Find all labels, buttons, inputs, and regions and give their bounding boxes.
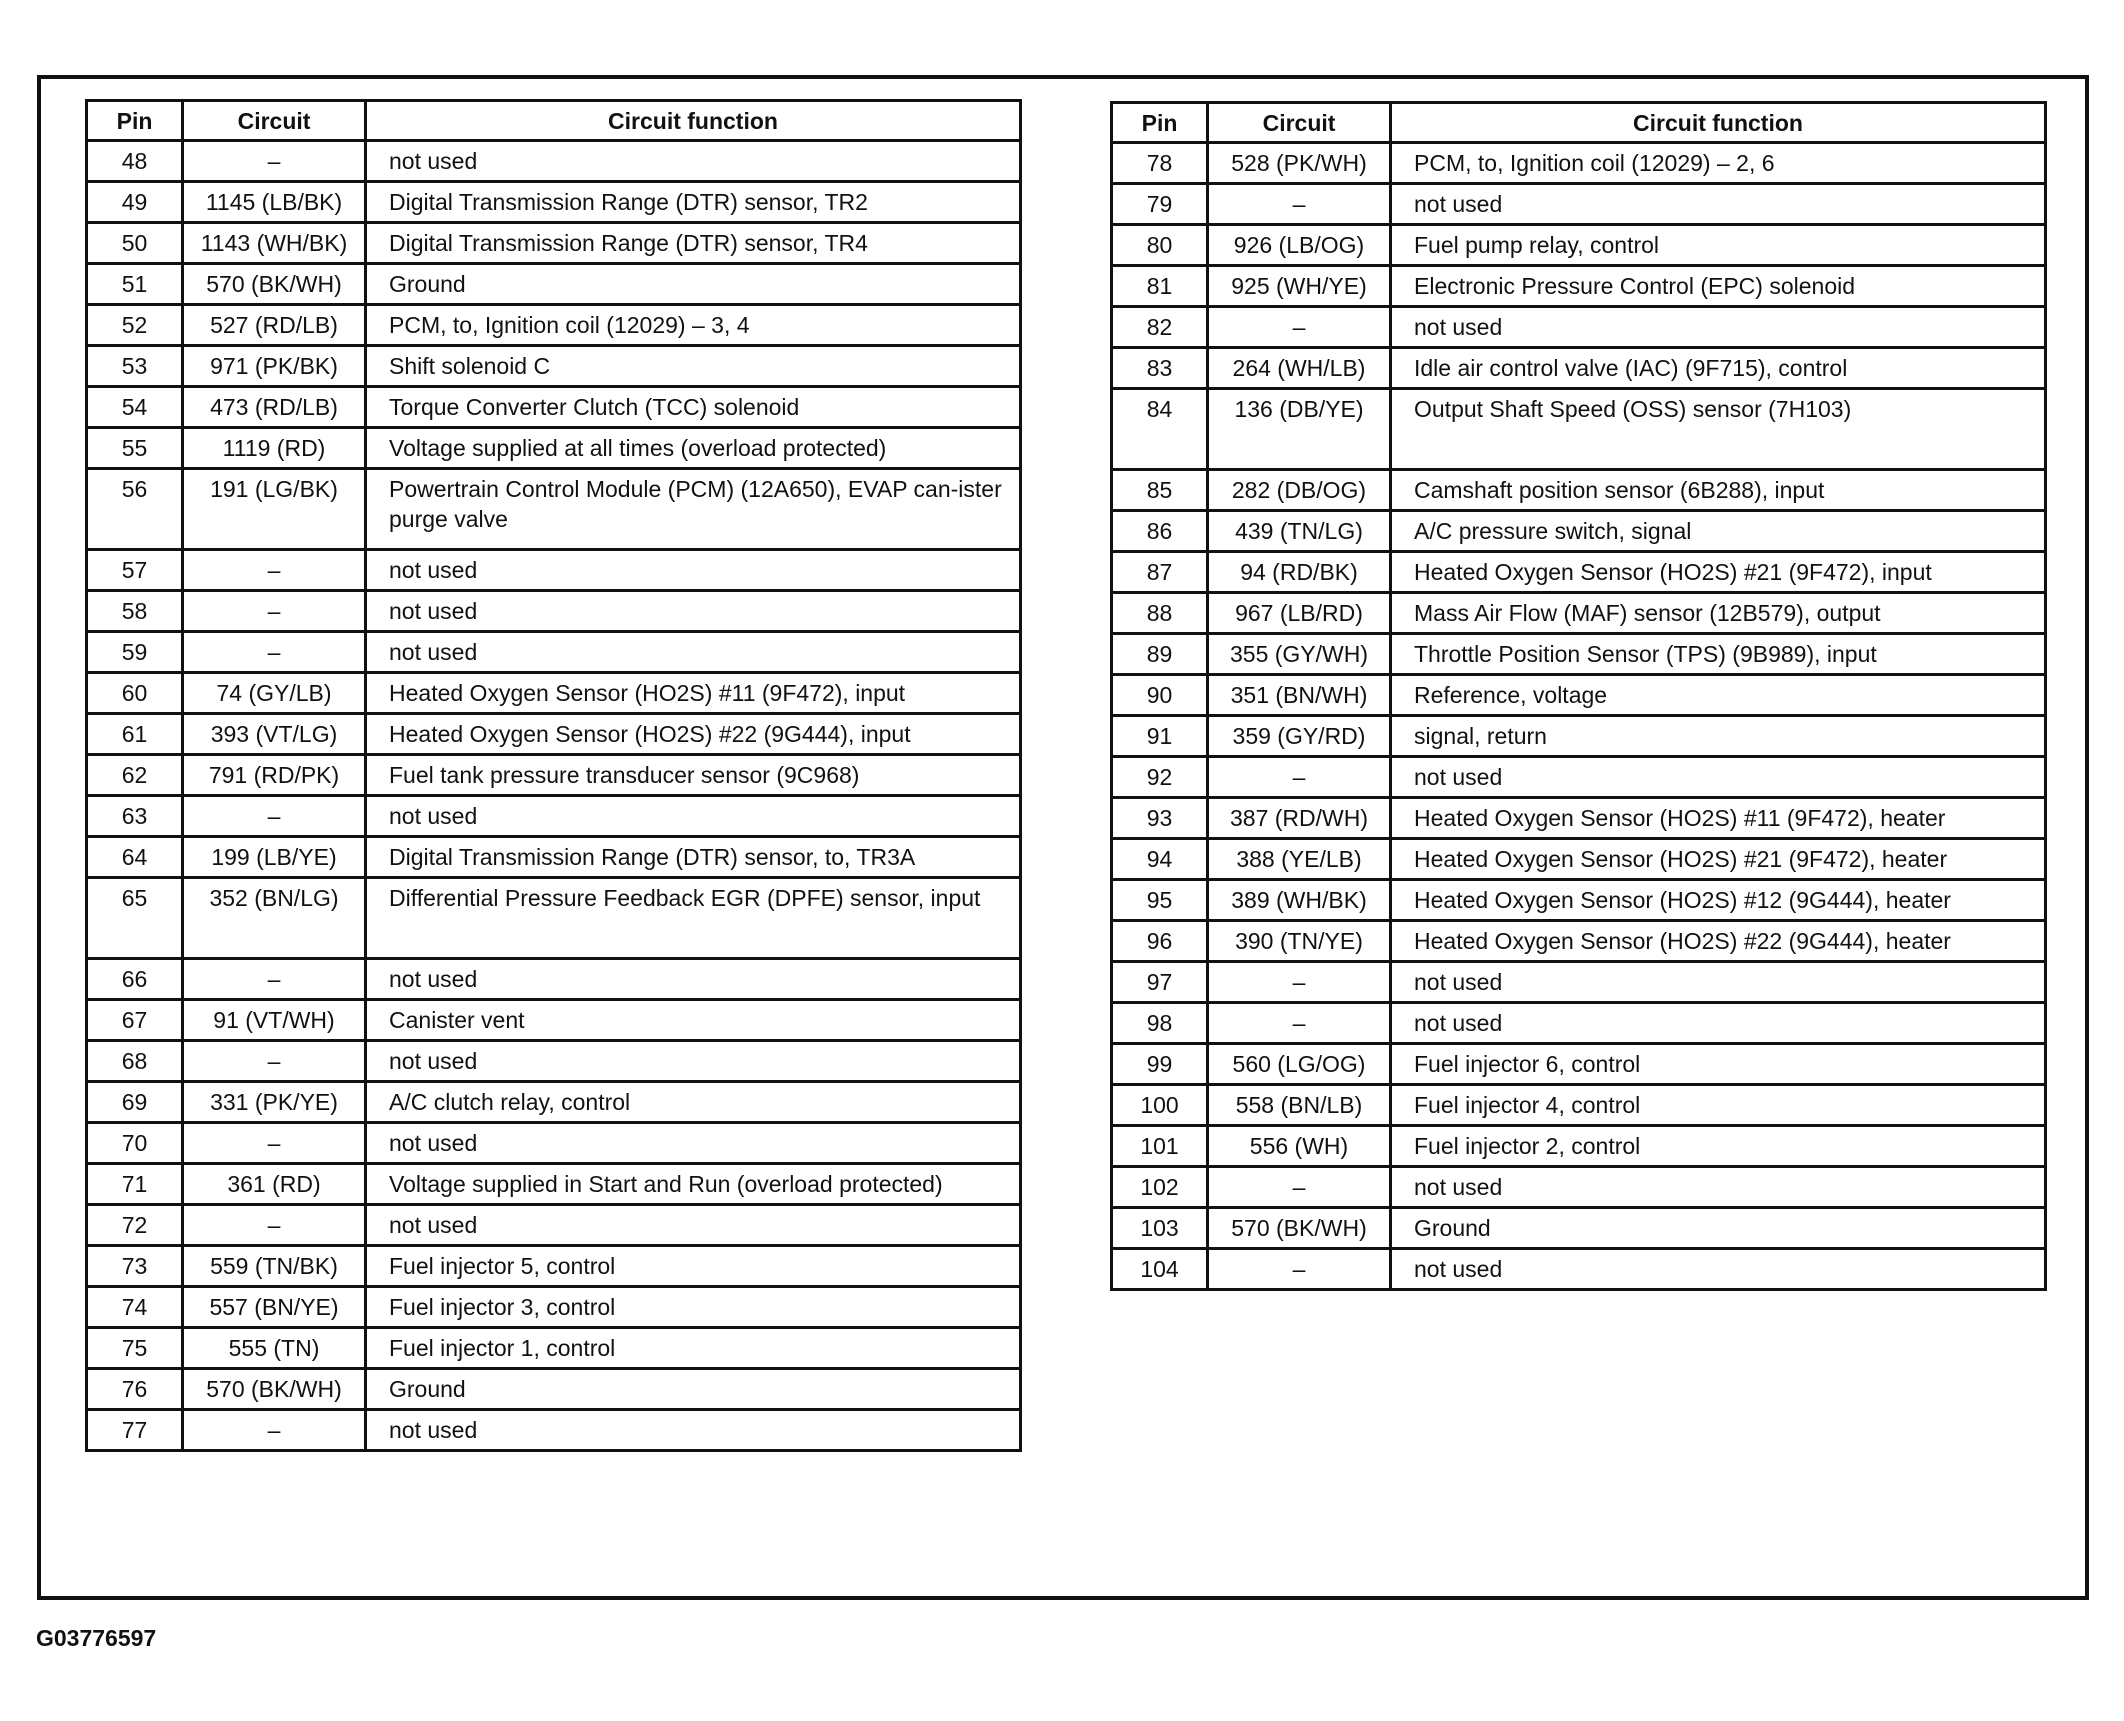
table-row xyxy=(1112,1249,2046,1290)
circuit-cell: 387 (RD/WH) xyxy=(1208,798,1391,839)
table-row xyxy=(87,1328,1021,1369)
circuit-cell: 355 (GY/WH) xyxy=(1208,634,1391,675)
pin-cell: 78 xyxy=(1112,143,1208,184)
function-cell: Ground xyxy=(366,1369,1021,1410)
table-row xyxy=(87,1123,1021,1164)
circuit-cell: – xyxy=(1208,184,1391,225)
pin-cell: 68 xyxy=(87,1041,183,1082)
table-row xyxy=(87,1369,1021,1410)
function-cell: not used xyxy=(1391,1167,2046,1208)
circuit-cell: 527 (RD/LB) xyxy=(183,305,366,346)
pin-cell: 54 xyxy=(87,387,183,428)
table-row xyxy=(87,1287,1021,1328)
circuit-cell: 557 (BN/YE) xyxy=(183,1287,366,1328)
table-row xyxy=(1112,798,2046,839)
function-cell: Heated Oxygen Sensor (HO2S) #11 (9F472), input xyxy=(366,673,1021,714)
circuit-cell: 191 (LG/BK) xyxy=(183,469,366,550)
table-row xyxy=(1112,1085,2046,1126)
circuit-cell: 359 (GY/RD) xyxy=(1208,716,1391,757)
table-row xyxy=(87,1205,1021,1246)
table-row xyxy=(1112,1003,2046,1044)
pin-cell: 70 xyxy=(87,1123,183,1164)
table-row xyxy=(87,346,1021,387)
function-cell: not used xyxy=(366,1041,1021,1082)
circuit-cell: – xyxy=(183,1123,366,1164)
pin-cell: 99 xyxy=(1112,1044,1208,1085)
circuit-cell: 971 (PK/BK) xyxy=(183,346,366,387)
function-cell: not used xyxy=(1391,757,2046,798)
function-cell: Output Shaft Speed (OSS) sensor (7H103) xyxy=(1391,389,2046,470)
circuit-cell: – xyxy=(183,550,366,591)
table-row xyxy=(1112,266,2046,307)
pin-header: Pin xyxy=(1112,103,1208,143)
circuit-cell: 570 (BK/WH) xyxy=(183,264,366,305)
table-row xyxy=(1112,511,2046,552)
pin-cell: 88 xyxy=(1112,593,1208,634)
function-cell: Digital Transmission Range (DTR) sensor, to, TR3A xyxy=(366,837,1021,878)
function-cell: not used xyxy=(366,591,1021,632)
function-header: Circuit function xyxy=(366,101,1021,141)
circuit-cell: 791 (RD/PK) xyxy=(183,755,366,796)
function-cell: not used xyxy=(1391,1003,2046,1044)
table-row xyxy=(1112,389,2046,470)
pin-cell: 81 xyxy=(1112,266,1208,307)
pin-cell: 59 xyxy=(87,632,183,673)
pin-cell: 79 xyxy=(1112,184,1208,225)
function-cell: Heated Oxygen Sensor (HO2S) #22 (9G444), input xyxy=(366,714,1021,755)
pin-cell: 73 xyxy=(87,1246,183,1287)
table-row xyxy=(1112,1167,2046,1208)
pin-cell: 71 xyxy=(87,1164,183,1205)
pin-table-right xyxy=(1110,101,2047,1291)
function-cell: Fuel injector 5, control xyxy=(366,1246,1021,1287)
circuit-header: Circuit xyxy=(183,101,366,141)
function-cell: Voltage supplied in Start and Run (overload protected) xyxy=(366,1164,1021,1205)
pin-cell: 90 xyxy=(1112,675,1208,716)
table-row xyxy=(87,428,1021,469)
function-cell: Shift solenoid C xyxy=(366,346,1021,387)
circuit-cell: 91 (VT/WH) xyxy=(183,1000,366,1041)
pin-cell: 55 xyxy=(87,428,183,469)
function-cell: Torque Converter Clutch (TCC) solenoid xyxy=(366,387,1021,428)
header-row xyxy=(87,101,1021,141)
circuit-cell: 439 (TN/LG) xyxy=(1208,511,1391,552)
table-row xyxy=(87,1410,1021,1451)
circuit-cell: 199 (LB/YE) xyxy=(183,837,366,878)
pin-cell: 91 xyxy=(1112,716,1208,757)
circuit-cell: – xyxy=(183,1205,366,1246)
function-cell: not used xyxy=(366,550,1021,591)
function-cell: not used xyxy=(366,1410,1021,1451)
table-row xyxy=(1112,962,2046,1003)
table-row xyxy=(1112,716,2046,757)
function-cell: Fuel injector 3, control xyxy=(366,1287,1021,1328)
function-cell: Idle air control valve (IAC) (9F715), control xyxy=(1391,348,2046,389)
circuit-cell: 473 (RD/LB) xyxy=(183,387,366,428)
table-row xyxy=(1112,225,2046,266)
table-row xyxy=(87,591,1021,632)
function-cell: Electronic Pressure Control (EPC) solenoid xyxy=(1391,266,2046,307)
pin-cell: 85 xyxy=(1112,470,1208,511)
circuit-cell: 570 (BK/WH) xyxy=(183,1369,366,1410)
pin-cell: 92 xyxy=(1112,757,1208,798)
circuit-cell: – xyxy=(1208,962,1391,1003)
table-row xyxy=(1112,470,2046,511)
circuit-cell: 967 (LB/RD) xyxy=(1208,593,1391,634)
pin-cell: 75 xyxy=(87,1328,183,1369)
pin-cell: 74 xyxy=(87,1287,183,1328)
table-row xyxy=(87,305,1021,346)
table-row xyxy=(1112,1126,2046,1167)
function-cell: PCM, to, Ignition coil (12029) – 3, 4 xyxy=(366,305,1021,346)
pin-cell: 69 xyxy=(87,1082,183,1123)
pin-cell: 86 xyxy=(1112,511,1208,552)
pin-cell: 80 xyxy=(1112,225,1208,266)
function-cell: Ground xyxy=(366,264,1021,305)
pin-cell: 101 xyxy=(1112,1126,1208,1167)
pin-cell: 52 xyxy=(87,305,183,346)
function-cell: not used xyxy=(366,141,1021,182)
circuit-cell: 94 (RD/BK) xyxy=(1208,552,1391,593)
pin-cell: 57 xyxy=(87,550,183,591)
figure-code: G03776597 xyxy=(36,1625,157,1651)
function-header: Circuit function xyxy=(1391,103,2046,143)
circuit-cell: 558 (BN/LB) xyxy=(1208,1085,1391,1126)
function-cell: Fuel pump relay, control xyxy=(1391,225,2046,266)
circuit-cell: 559 (TN/BK) xyxy=(183,1246,366,1287)
circuit-cell: – xyxy=(1208,307,1391,348)
circuit-cell: 390 (TN/YE) xyxy=(1208,921,1391,962)
table-row xyxy=(87,550,1021,591)
table-row xyxy=(87,878,1021,959)
circuit-cell: 570 (BK/WH) xyxy=(1208,1208,1391,1249)
function-cell: not used xyxy=(366,959,1021,1000)
circuit-cell: 555 (TN) xyxy=(183,1328,366,1369)
circuit-cell: – xyxy=(183,1041,366,1082)
pin-cell: 72 xyxy=(87,1205,183,1246)
circuit-cell: 393 (VT/LG) xyxy=(183,714,366,755)
table-row xyxy=(1112,307,2046,348)
table-row xyxy=(87,714,1021,755)
circuit-cell: 264 (WH/LB) xyxy=(1208,348,1391,389)
circuit-cell: – xyxy=(1208,1003,1391,1044)
circuit-cell: – xyxy=(1208,1249,1391,1290)
function-cell: Powertrain Control Module (PCM) (12A650), EVAP can-ister purge valve xyxy=(366,469,1021,550)
table-row xyxy=(1112,921,2046,962)
function-cell: Camshaft position sensor (6B288), input xyxy=(1391,470,2046,511)
circuit-cell: 1119 (RD) xyxy=(183,428,366,469)
pin-cell: 103 xyxy=(1112,1208,1208,1249)
pin-table-left xyxy=(85,99,1022,1452)
table-row xyxy=(87,223,1021,264)
table-row xyxy=(87,1082,1021,1123)
circuit-cell: 351 (BN/WH) xyxy=(1208,675,1391,716)
function-cell: not used xyxy=(366,632,1021,673)
pin-cell: 100 xyxy=(1112,1085,1208,1126)
function-cell: Heated Oxygen Sensor (HO2S) #21 (9F472), heater xyxy=(1391,839,2046,880)
pin-cell: 64 xyxy=(87,837,183,878)
circuit-cell: – xyxy=(1208,757,1391,798)
pin-cell: 87 xyxy=(1112,552,1208,593)
function-cell: A/C clutch relay, control xyxy=(366,1082,1021,1123)
circuit-cell: 74 (GY/LB) xyxy=(183,673,366,714)
circuit-header: Circuit xyxy=(1208,103,1391,143)
table-row xyxy=(87,755,1021,796)
pin-cell: 49 xyxy=(87,182,183,223)
function-cell: Reference, voltage xyxy=(1391,675,2046,716)
table-row xyxy=(1112,1044,2046,1085)
circuit-cell: – xyxy=(183,959,366,1000)
table-row xyxy=(1112,593,2046,634)
pin-cell: 95 xyxy=(1112,880,1208,921)
pin-header: Pin xyxy=(87,101,183,141)
header-row xyxy=(1112,103,2046,143)
table-row xyxy=(87,837,1021,878)
table-row xyxy=(87,1000,1021,1041)
circuit-cell: – xyxy=(183,591,366,632)
table-row xyxy=(1112,143,2046,184)
table-row xyxy=(87,1246,1021,1287)
function-cell: Ground xyxy=(1391,1208,2046,1249)
pin-cell: 93 xyxy=(1112,798,1208,839)
function-cell: not used xyxy=(366,1123,1021,1164)
pin-cell: 102 xyxy=(1112,1167,1208,1208)
function-cell: Heated Oxygen Sensor (HO2S) #21 (9F472), input xyxy=(1391,552,2046,593)
table-row xyxy=(1112,184,2046,225)
table-row xyxy=(1112,1208,2046,1249)
function-cell: Heated Oxygen Sensor (HO2S) #11 (9F472), heater xyxy=(1391,798,2046,839)
table-row xyxy=(87,959,1021,1000)
table-row xyxy=(1112,757,2046,798)
pin-cell: 67 xyxy=(87,1000,183,1041)
circuit-cell: 926 (LB/OG) xyxy=(1208,225,1391,266)
function-cell: not used xyxy=(1391,307,2046,348)
circuit-cell: 388 (YE/LB) xyxy=(1208,839,1391,880)
function-cell: Fuel injector 4, control xyxy=(1391,1085,2046,1126)
pin-cell: 50 xyxy=(87,223,183,264)
pin-cell: 61 xyxy=(87,714,183,755)
function-cell: PCM, to, Ignition coil (12029) – 2, 6 xyxy=(1391,143,2046,184)
circuit-cell: 528 (PK/WH) xyxy=(1208,143,1391,184)
circuit-cell: 331 (PK/YE) xyxy=(183,1082,366,1123)
pin-cell: 94 xyxy=(1112,839,1208,880)
pin-cell: 62 xyxy=(87,755,183,796)
pin-cell: 89 xyxy=(1112,634,1208,675)
circuit-cell: 556 (WH) xyxy=(1208,1126,1391,1167)
table-row xyxy=(1112,552,2046,593)
table-row xyxy=(1112,634,2046,675)
function-cell: Fuel injector 1, control xyxy=(366,1328,1021,1369)
circuit-cell: 560 (LG/OG) xyxy=(1208,1044,1391,1085)
circuit-cell: 361 (RD) xyxy=(183,1164,366,1205)
pin-cell: 97 xyxy=(1112,962,1208,1003)
pin-cell: 96 xyxy=(1112,921,1208,962)
circuit-cell: – xyxy=(183,632,366,673)
function-cell: Throttle Position Sensor (TPS) (9B989), input xyxy=(1391,634,2046,675)
function-cell: Heated Oxygen Sensor (HO2S) #22 (9G444), heater xyxy=(1391,921,2046,962)
circuit-cell: – xyxy=(183,141,366,182)
circuit-cell: 925 (WH/YE) xyxy=(1208,266,1391,307)
function-cell: not used xyxy=(366,1205,1021,1246)
pin-cell: 48 xyxy=(87,141,183,182)
circuit-cell: 282 (DB/OG) xyxy=(1208,470,1391,511)
table-row xyxy=(1112,839,2046,880)
table-row xyxy=(87,673,1021,714)
pin-cell: 56 xyxy=(87,469,183,550)
function-cell: Canister vent xyxy=(366,1000,1021,1041)
pin-cell: 53 xyxy=(87,346,183,387)
pin-cell: 104 xyxy=(1112,1249,1208,1290)
table-row xyxy=(87,1041,1021,1082)
circuit-cell: 1145 (LB/BK) xyxy=(183,182,366,223)
circuit-cell: – xyxy=(183,796,366,837)
table-row xyxy=(87,469,1021,550)
table-row xyxy=(1112,675,2046,716)
function-cell: signal, return xyxy=(1391,716,2046,757)
function-cell: Heated Oxygen Sensor (HO2S) #12 (9G444), heater xyxy=(1391,880,2046,921)
function-cell: Fuel injector 6, control xyxy=(1391,1044,2046,1085)
function-cell: not used xyxy=(1391,1249,2046,1290)
table-row xyxy=(87,387,1021,428)
circuit-cell: – xyxy=(183,1410,366,1451)
table-row xyxy=(87,1164,1021,1205)
pin-cell: 66 xyxy=(87,959,183,1000)
pin-cell: 60 xyxy=(87,673,183,714)
circuit-cell: 1143 (WH/BK) xyxy=(183,223,366,264)
function-cell: Fuel tank pressure transducer sensor (9C968) xyxy=(366,755,1021,796)
table-row xyxy=(87,264,1021,305)
function-cell: Voltage supplied at all times (overload protected) xyxy=(366,428,1021,469)
circuit-cell: – xyxy=(1208,1167,1391,1208)
pin-cell: 98 xyxy=(1112,1003,1208,1044)
circuit-cell: 389 (WH/BK) xyxy=(1208,880,1391,921)
pin-cell: 63 xyxy=(87,796,183,837)
pin-cell: 76 xyxy=(87,1369,183,1410)
function-cell: Fuel injector 2, control xyxy=(1391,1126,2046,1167)
function-cell: not used xyxy=(1391,962,2046,1003)
function-cell: not used xyxy=(366,796,1021,837)
function-cell: Digital Transmission Range (DTR) sensor, TR2 xyxy=(366,182,1021,223)
circuit-cell: 352 (BN/LG) xyxy=(183,878,366,959)
function-cell: not used xyxy=(1391,184,2046,225)
pin-cell: 65 xyxy=(87,878,183,959)
function-cell: A/C pressure switch, signal xyxy=(1391,511,2046,552)
function-cell: Mass Air Flow (MAF) sensor (12B579), output xyxy=(1391,593,2046,634)
function-cell: Differential Pressure Feedback EGR (DPFE) sensor, input xyxy=(366,878,1021,959)
table-row xyxy=(87,182,1021,223)
pin-cell: 82 xyxy=(1112,307,1208,348)
pin-cell: 51 xyxy=(87,264,183,305)
pin-cell: 84 xyxy=(1112,389,1208,470)
function-cell: Digital Transmission Range (DTR) sensor, TR4 xyxy=(366,223,1021,264)
pin-cell: 58 xyxy=(87,591,183,632)
circuit-cell: 136 (DB/YE) xyxy=(1208,389,1391,470)
pin-cell: 77 xyxy=(87,1410,183,1451)
table-row xyxy=(1112,880,2046,921)
table-row xyxy=(87,141,1021,182)
table-row xyxy=(87,632,1021,673)
table-row xyxy=(87,796,1021,837)
pin-cell: 83 xyxy=(1112,348,1208,389)
table-row xyxy=(1112,348,2046,389)
